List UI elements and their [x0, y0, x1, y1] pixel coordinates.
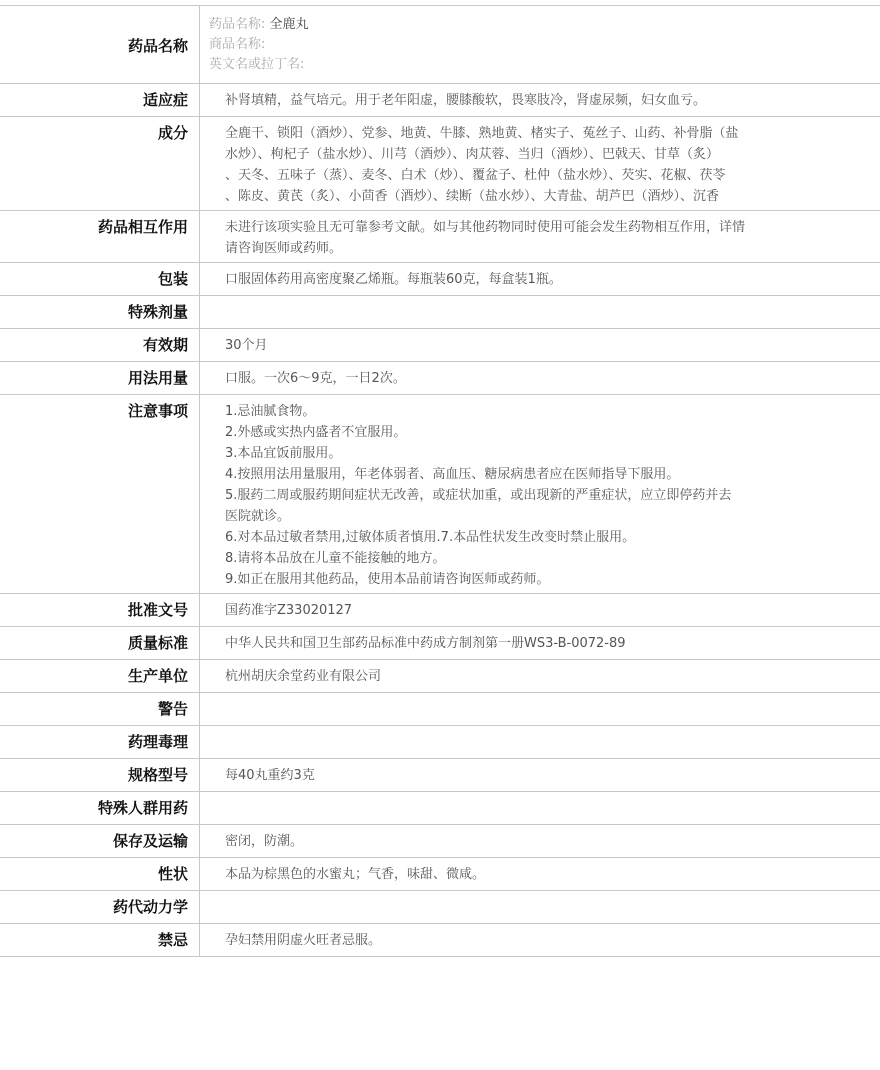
row-drug-name [0, 6, 880, 84]
label-special-dosage: 特殊剂量 [0, 296, 200, 328]
row-specification [0, 759, 880, 792]
value-indications: 补肾填精，益气培元。用于老年阳虚，腰膝酸软，畏寒肢冷，肾虚尿频，妇女血亏。 [225, 93, 707, 108]
precaution-item: 医院就诊。 [225, 509, 291, 524]
precaution-item: 4.按照用法用量服用，年老体弱者、高血压、糖尿病患者应在医师指导下服用。 [225, 467, 680, 482]
ingredients-line: 、陈皮、黄芪（炙）、小茴香（酒炒）、续断（盐水炒）、大青盐、胡芦巴（酒炒）、沉香 [225, 189, 720, 204]
row-pharmacokinetics [0, 891, 880, 924]
label-ingredients: 成分 [0, 117, 200, 210]
row-standard [0, 627, 880, 660]
value-pharmacokinetics [200, 891, 880, 923]
ingredients-line: 水炒）、枸杞子（盐水炒）、川芎（酒炒）、肉苁蓉、当归（酒炒）、巴戟天、甘草（炙） [225, 147, 720, 162]
label-packaging: 包装 [0, 263, 200, 295]
label-interactions: 药品相互作用 [0, 211, 200, 262]
value-toxicology [200, 726, 880, 758]
row-special-groups [0, 792, 880, 825]
row-approval [0, 594, 880, 627]
value-contraindications: 孕妇禁用阴虚火旺者忌服。 [225, 933, 382, 948]
generic-name-line [209, 15, 880, 35]
value-shelf-life: 30个月 [225, 338, 268, 353]
row-usage [0, 362, 880, 395]
value-specification: 每40丸重约3克 [225, 768, 315, 783]
value-standard: 中华人民共和国卫生部药品标准中药成方制剂第一册WS3-B-0072-89 [225, 636, 626, 651]
value-approval: 国药准字Z33020127 [225, 603, 353, 618]
value-special-dosage [200, 296, 880, 328]
row-packaging [0, 263, 880, 296]
label-pharmacokinetics: 药代动力学 [0, 891, 200, 923]
row-manufacturer [0, 660, 880, 693]
row-interactions [0, 211, 880, 263]
label-appearance: 性状 [0, 858, 200, 890]
label-manufacturer: 生产单位 [0, 660, 200, 692]
row-special-dosage [0, 296, 880, 329]
label-special-groups: 特殊人群用药 [0, 792, 200, 824]
row-toxicology [0, 726, 880, 759]
value-storage: 密闭，防潮。 [225, 834, 304, 849]
ingredients-line: 全鹿干、锁阳（酒炒）、党参、地黄、牛膝、熟地黄、楮实子、菟丝子、山药、补骨脂（盐 [225, 126, 739, 141]
precaution-item: 1.忌油腻食物。 [225, 404, 316, 419]
value-drug-name [200, 6, 880, 83]
label-shelf-life: 有效期 [0, 329, 200, 361]
value-usage: 口服。一次6～9克，一日2次。 [225, 371, 406, 386]
row-appearance [0, 858, 880, 891]
label-precautions: 注意事项 [0, 395, 200, 593]
row-contraindications [0, 924, 880, 957]
precaution-item: 9.如正在服用其他药品，使用本品前请咨询医师或药师。 [225, 572, 550, 587]
label-indications: 适应症 [0, 84, 200, 116]
label-storage: 保存及运输 [0, 825, 200, 857]
precaution-item: 2.外感或实热内盛者不宜服用。 [225, 425, 407, 440]
drug-spec-table [0, 5, 880, 957]
ingredients-line: 、天冬、五味子（蒸）、麦冬、白术（炒）、覆盆子、杜仲（盐水炒）、芡实、花椒、茯苓 [225, 168, 726, 183]
label-drug-name: 药品名称 [0, 6, 200, 83]
row-shelf-life [0, 329, 880, 362]
interactions-line: 未进行该项实验且无可靠参考文献。如与其他药物同时使用可能会发生药物相互作用，详情 [225, 220, 746, 235]
ingredients-text [225, 123, 790, 207]
value-appearance: 本品为棕黑色的水蜜丸；气香，味甜、微咸。 [225, 867, 486, 882]
label-contraindications: 禁忌 [0, 924, 200, 956]
precaution-item: 8.请将本品放在儿童不能接触的地方。 [225, 551, 446, 566]
value-warning [200, 693, 880, 725]
value-precautions [200, 395, 880, 593]
interactions-line: 请咨询医师或药师。 [225, 241, 343, 256]
row-indications [0, 84, 880, 117]
value-ingredients [200, 117, 880, 210]
label-toxicology: 药理毒理 [0, 726, 200, 758]
precaution-item: 3.本品宜饭前服用。 [225, 446, 342, 461]
value-special-groups [200, 792, 880, 824]
row-storage [0, 825, 880, 858]
row-ingredients [0, 117, 880, 211]
generic-name-value: 全鹿丸 [269, 17, 309, 32]
value-manufacturer: 杭州胡庆余堂药业有限公司 [225, 669, 382, 684]
label-approval: 批准文号 [0, 594, 200, 626]
row-precautions [0, 395, 880, 594]
generic-name-label: 药品名称: [209, 17, 266, 32]
value-packaging: 口服固体药用高密度聚乙烯瓶。每瓶装60克，每盒装1瓶。 [225, 272, 562, 287]
trade-name-label: 商品名称: [209, 37, 266, 52]
label-specification: 规格型号 [0, 759, 200, 791]
precaution-item: 6.对本品过敏者禁用,过敏体质者慎用.7.本品性状发生改变时禁止服用。 [225, 530, 636, 545]
label-usage: 用法用量 [0, 362, 200, 394]
row-warning [0, 693, 880, 726]
label-standard: 质量标准 [0, 627, 200, 659]
precaution-item: 5.服药二周或服药期间症状无改善，或症状加重，或出现新的严重症状，应立即停药并去 [225, 488, 732, 503]
latin-name-label: 英文名或拉丁名: [209, 57, 305, 72]
label-warning: 警告 [0, 693, 200, 725]
value-interactions [200, 211, 880, 262]
